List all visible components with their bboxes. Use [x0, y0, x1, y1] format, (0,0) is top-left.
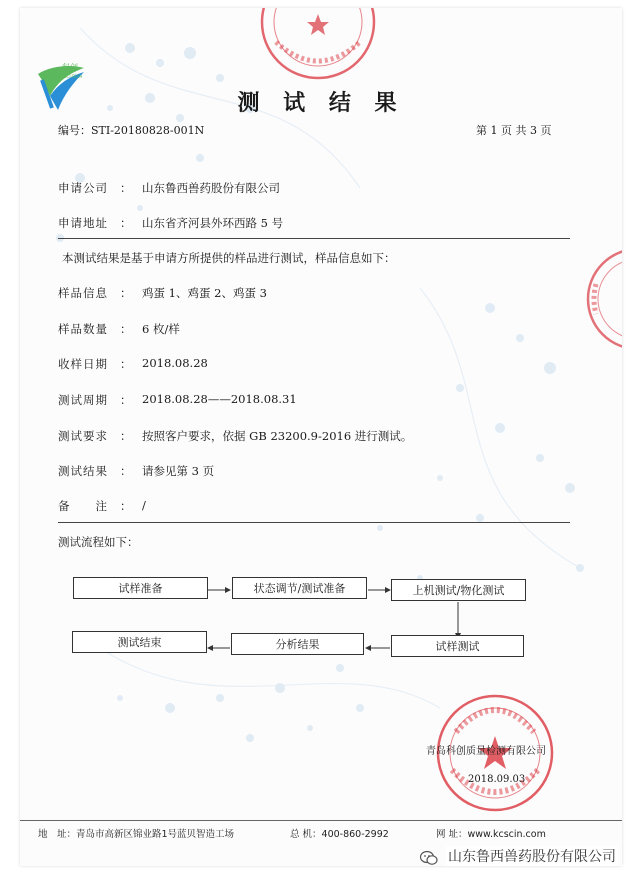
- field-label: 收样日期: [58, 357, 108, 371]
- field-value: 按照客户要求，依据 GB 23200.9-2016 进行测试。: [142, 429, 413, 443]
- field-value: /: [142, 498, 146, 512]
- edge-seal-stamp: [586, 244, 622, 354]
- page-indicator: 第 1 页 共 3 页: [476, 124, 552, 137]
- field-colon: ：: [120, 286, 133, 300]
- footer-website: 网 址：www.kcscin.com: [436, 829, 546, 840]
- address-colon: ：: [120, 216, 133, 230]
- flow-title: 测试流程如下：: [58, 535, 139, 549]
- flow-step-instrument-test: 上机测试/物化测试: [391, 579, 526, 601]
- footer-address: 地 址：青岛市高新区锦业路1号蓝贝智造工场: [38, 829, 235, 840]
- field-value: 2018.08.28——2018.08.31: [142, 392, 297, 406]
- signoff-company: 青岛科创质量检测有限公司: [426, 746, 546, 757]
- flow-step-sample-prep: 试样准备: [73, 577, 208, 599]
- field-colon: ：: [120, 464, 133, 478]
- field-value: 鸡蛋 1、鸡蛋 2、鸡蛋 3: [142, 286, 267, 300]
- flow-step-test-end: 测试结束: [72, 631, 207, 653]
- field-label: 样品信息: [58, 286, 108, 300]
- company-label: 申请公司: [58, 181, 108, 195]
- signoff-date: 2018.09.03: [468, 774, 526, 785]
- report-number: 编号：STI-20180828-001N: [58, 124, 205, 137]
- field-colon: ：: [120, 499, 133, 513]
- top-seal-stamp: [258, 8, 378, 82]
- divider-bottom: [58, 522, 570, 523]
- field-label: 备 注: [58, 499, 108, 513]
- logo-text: 科创: [62, 63, 78, 72]
- flow-step-conditioning: 状态调节/测试准备: [232, 577, 367, 599]
- document-title: 测 试 结 果: [237, 90, 405, 116]
- report-page: [20, 8, 622, 866]
- field-value: 6 枚/样: [142, 322, 180, 336]
- field-label: 测试结果: [58, 464, 108, 478]
- field-label: 样品数量: [58, 322, 108, 336]
- watermark-text: 山东鲁西兽药股份有限公司: [446, 846, 618, 866]
- company-value: 山东鲁西兽药股份有限公司: [142, 181, 280, 195]
- wechat-icon: [420, 850, 438, 866]
- field-colon: ：: [120, 429, 133, 443]
- field-colon: ：: [120, 357, 133, 371]
- flow-step-analysis: 分析结果: [231, 633, 364, 655]
- intro-text: 本测试结果是基于申请方所提供的样品进行测试，样品信息如下：: [62, 251, 396, 265]
- field-colon: ：: [120, 322, 133, 336]
- address-value: 山东省齐河县外环西路 5 号: [142, 216, 284, 230]
- company-colon: ：: [120, 181, 133, 195]
- field-label: 测试要求: [58, 429, 108, 443]
- address-label: 申请地址: [58, 216, 108, 230]
- field-value: 请参见第 3 页: [142, 464, 215, 478]
- logo-subtext: SCI-TECH: [64, 74, 83, 79]
- field-colon: ：: [120, 393, 133, 407]
- field-value: 2018.08.28: [142, 356, 208, 370]
- field-label: 测试周期: [58, 393, 108, 407]
- flow-step-sample-test: 试样测试: [391, 635, 524, 657]
- footer-phone: 总 机：400-860-2992: [290, 829, 389, 840]
- divider-top: [58, 238, 570, 239]
- footer-rule: [20, 820, 622, 821]
